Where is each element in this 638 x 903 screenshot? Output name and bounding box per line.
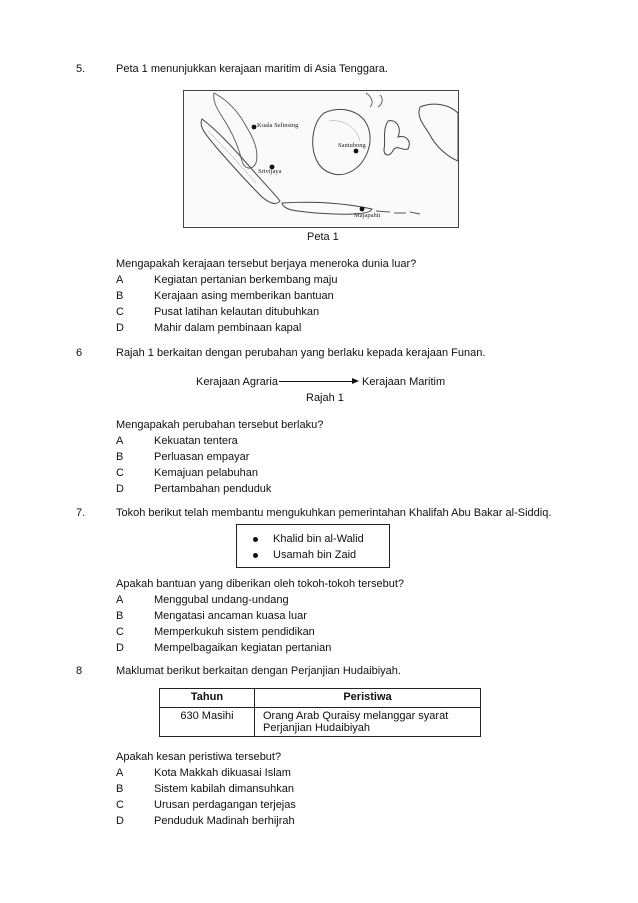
q6-option-b-letter: B [116, 451, 124, 463]
q8-option-c-text: Urusan perdagangan terjejas [154, 799, 296, 811]
q8-option-c-letter: C [116, 799, 124, 811]
map-label-kuala-selinsing: Kuala Selinsing [257, 122, 299, 129]
q6-option-c-text: Kemajuan pelabuhan [154, 467, 258, 479]
q8-stem: Maklumat berikut berkaitan dengan Perjanjian Hudaibiyah. [116, 665, 401, 677]
q5-number: 5. [76, 63, 86, 75]
table-cell-year: 630 Masihi [160, 708, 255, 737]
q6-option-b-text: Perluasan empayar [154, 451, 250, 463]
q5-stem: Peta 1 menunjukkan kerajaan maritim di Asia Tenggara. [116, 63, 388, 75]
table-row [160, 708, 481, 737]
q5-option-c-letter: C [116, 306, 124, 318]
q7-option-d-text: Mempelbagaikan kegiatan pertanian [154, 642, 332, 654]
q8-option-b-text: Sistem kabilah dimansuhkan [154, 783, 295, 795]
q7-option-b-letter: B [116, 610, 124, 622]
q7-question: Apakah bantuan yang diberikan oleh tokoh-tokoh tersebut? [116, 578, 405, 590]
q5-option-b-text: Kerajaan asing memberikan bantuan [154, 290, 334, 302]
table-cell-event-line-1: Orang Arab Quraisy melanggar syarat [263, 710, 449, 722]
q5-option-d-letter: D [116, 322, 124, 334]
table-header-row [160, 689, 481, 708]
q8-question: Apakah kesan peristiwa tersebut? [116, 751, 282, 763]
q6-option-c-letter: C [116, 467, 124, 479]
q6-diagram-to: Kerajaan Maritim [362, 376, 446, 388]
q8-option-d-letter: D [116, 815, 124, 827]
q6-option-d-letter: D [116, 483, 124, 495]
q5-option-a-letter: A [116, 274, 124, 286]
marker-santubong [354, 149, 359, 154]
q8-option-b-letter: B [116, 783, 124, 795]
q5-figure-caption: Peta 1 [307, 231, 339, 243]
q7-option-c-letter: C [116, 626, 124, 638]
q7-option-c-text: Memperkukuh sistem pendidikan [154, 626, 315, 638]
q5-option-c-text: Pusat latihan kelautan ditubuhkan [154, 306, 320, 318]
map-figure [183, 90, 459, 228]
bullet-icon [253, 537, 258, 542]
table-header-tahun: Tahun [160, 689, 255, 708]
q5-option-a-text: Kegiatan pertanian berkembang maju [154, 274, 338, 286]
q8-table [159, 688, 481, 737]
q6-stem: Rajah 1 berkaitan dengan perubahan yang berlaku kepada kerajaan Funan. [116, 347, 486, 359]
southeast-asia-map [184, 91, 458, 227]
q7-bullet-text: Khalid bin al-Walid [273, 533, 364, 545]
q5-question: Mengapakah kerajaan tersebut berjaya meneroka dunia luar? [116, 258, 417, 270]
q8-option-d-text: Penduduk Madinah berhijrah [154, 815, 295, 827]
q7-option-a-letter: A [116, 594, 124, 606]
marker-kuala-selinsing [252, 125, 257, 130]
q7-bullet-box [236, 524, 390, 568]
table-header-peristiwa: Peristiwa [255, 689, 481, 708]
q5-option-b-letter: B [116, 290, 124, 302]
q7-option-a-text: Menggubal undang-undang [154, 594, 289, 606]
q5-option-d-text: Mahir dalam pembinaan kapal [154, 322, 302, 334]
map-label-santubong: Santubong [338, 142, 366, 149]
q6-option-d-text: Pertambahan penduduk [154, 483, 272, 495]
map-label-srivijaya: Srivijaya [258, 168, 282, 175]
q6-figure-caption: Rajah 1 [306, 392, 344, 404]
q7-bullet-text: Usamah bin Zaid [273, 549, 357, 561]
map-label-majapahit: Majapahit [354, 212, 381, 219]
q6-diagram-arrow [279, 381, 353, 382]
q8-option-a-letter: A [116, 767, 124, 779]
q7-number: 7. [76, 507, 86, 519]
table-cell-event-line-2: Perjanjian Hudaibiyah [263, 722, 371, 734]
q6-arrowhead-icon [352, 378, 359, 384]
table-cell-event [255, 708, 481, 737]
marker-majapahit [360, 207, 365, 212]
q7-option-b-text: Mengatasi ancaman kuasa luar [154, 610, 307, 622]
q6-option-a-text: Kekuatan tentera [154, 435, 238, 447]
bullet-icon [253, 553, 258, 558]
q6-diagram-from: Kerajaan Agraria [196, 376, 278, 388]
q7-option-d-letter: D [116, 642, 124, 654]
q7-stem: Tokoh berikut telah membantu mengukuhkan pemerintahan Khalifah Abu Bakar al-Siddiq. [116, 507, 552, 519]
q6-number: 6 [76, 347, 83, 359]
q8-option-a-text: Kota Makkah dikuasai Islam [154, 767, 291, 779]
q6-question: Mengapakah perubahan tersebut berlaku? [116, 419, 324, 431]
q8-number: 8 [76, 665, 83, 677]
q6-option-a-letter: A [116, 435, 124, 447]
